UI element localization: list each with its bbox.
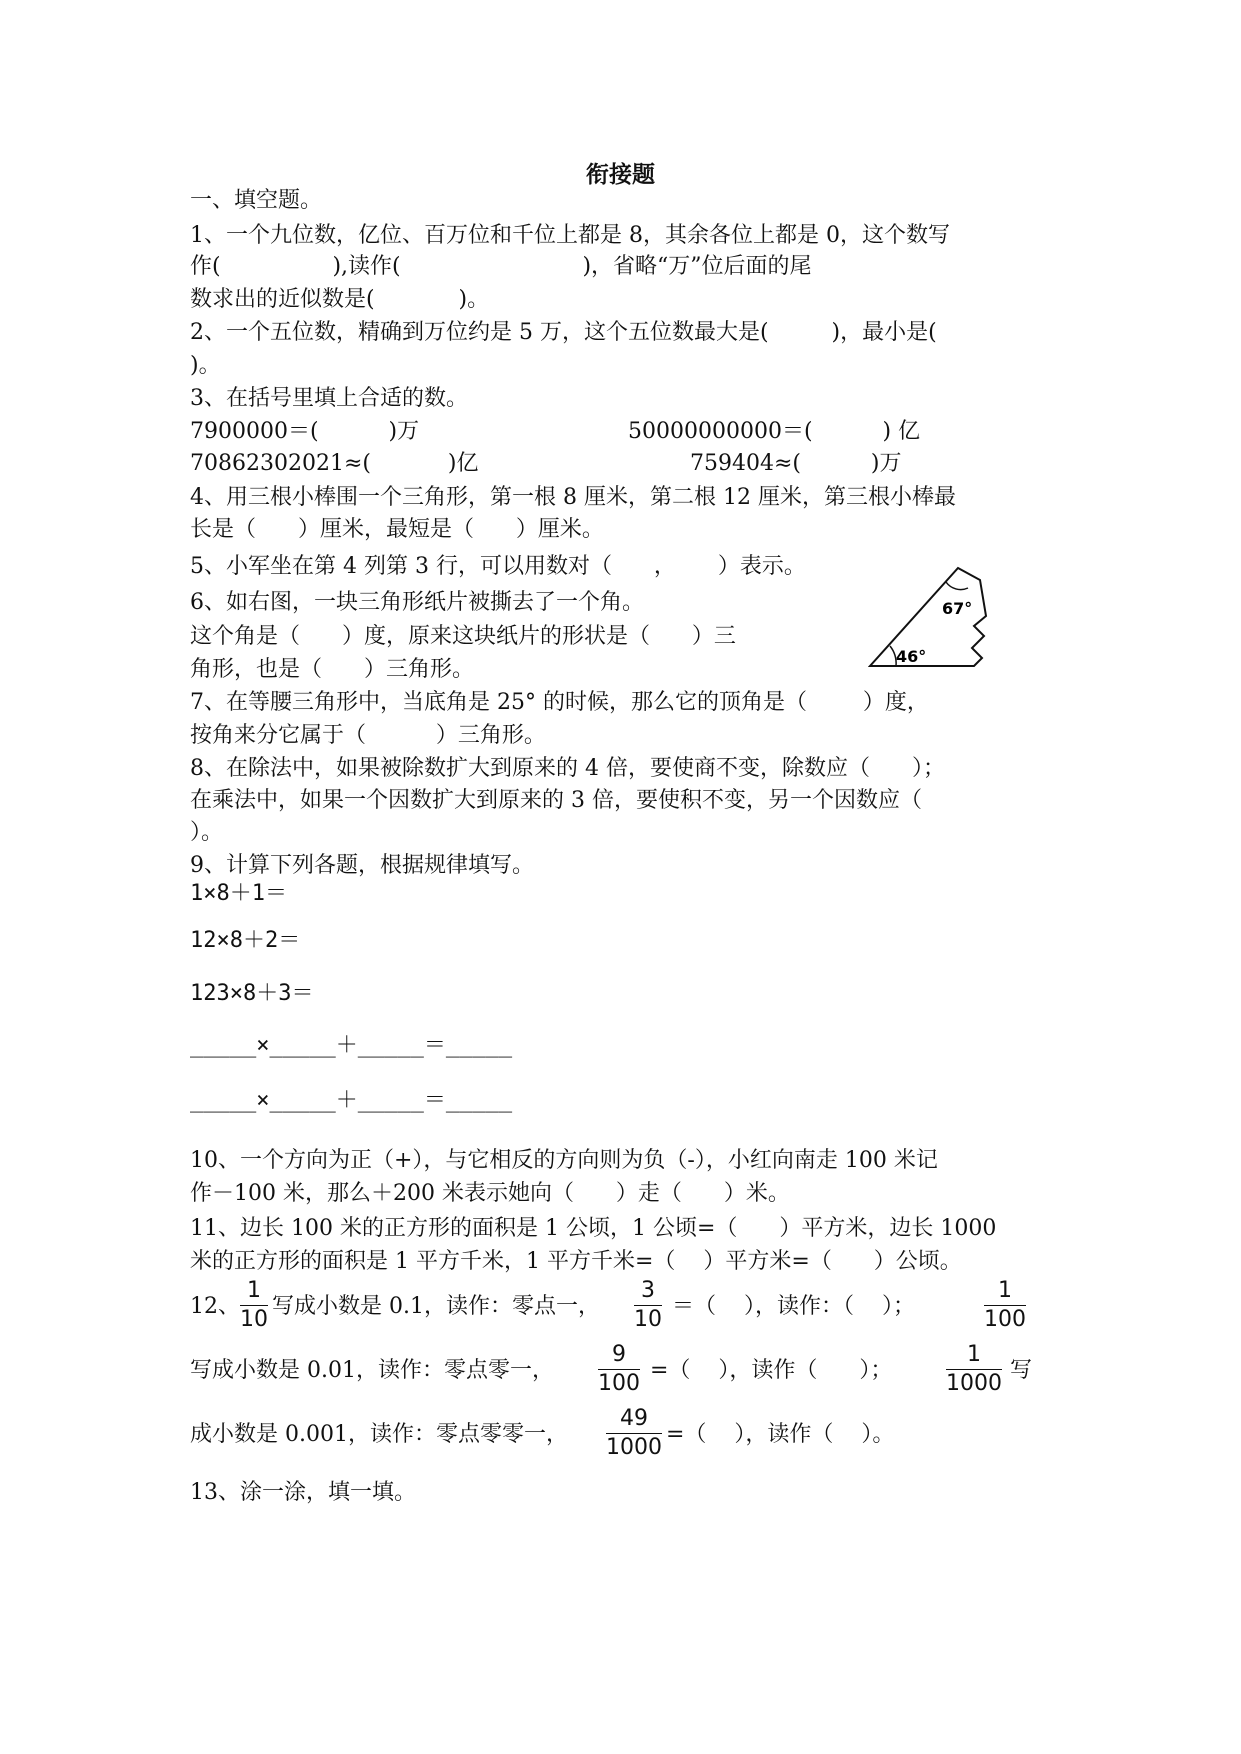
q12-prefix: 12、: [190, 1294, 240, 1319]
angle-label-left: 46°: [896, 647, 927, 666]
q9-expr2: 12×8＋2＝: [190, 928, 301, 953]
q9-blank-row2: _____×_____＋_____＝_____: [190, 1088, 513, 1113]
q13-line: 13、涂一涂，填一填。: [190, 1480, 416, 1505]
fraction-denominator: 10: [634, 1307, 662, 1332]
q12-text-e: =（ ），读作（ ）；: [650, 1358, 893, 1383]
q7-line1: 7、在等腰三角形中，当底角是 25° 的时候，那么它的顶角是（ ）度，: [190, 690, 929, 715]
q12-text-d: 写成小数是 0.01，读作：零点零一，: [190, 1358, 554, 1383]
q5-line: 5、小军坐在第 4 列第 3 行，可以用数对（ ， ）表示。: [190, 554, 806, 579]
q1-line3: 数求出的近似数是( )。: [190, 287, 490, 312]
q6-line3: 角形，也是（ ）三角形。: [190, 657, 474, 682]
q11-line1: 11、边长 100 米的正方形的面积是 1 公顷，1 公顷=（ ）平方米，边长 1000: [190, 1216, 997, 1241]
q3-item-d: 759404≈( )万: [690, 451, 902, 476]
fraction-numerator: 49: [606, 1408, 662, 1434]
angle-label-top: 67°: [942, 599, 973, 618]
torn-triangle-figure: [868, 566, 1018, 681]
fraction-3-10: [634, 1280, 662, 1331]
fraction-1-1000: [946, 1344, 1002, 1395]
fraction-numerator: 9: [598, 1344, 640, 1370]
q9-blank-row1: _____×_____＋_____＝_____: [190, 1033, 513, 1058]
q2-line1: 2、一个五位数，精确到万位约是 5 万，这个五位数最大是( )，最小是(: [190, 320, 937, 345]
q12-text-c: ＝（ ），读作：（ ）；: [672, 1294, 915, 1319]
section-heading: 一、填空题。: [190, 188, 323, 213]
fraction-1-10: [240, 1280, 268, 1331]
q1-line1: 1、一个九位数，亿位、百万位和千位上都是 8，其余各位上都是 0，这个数写: [190, 223, 950, 248]
q4-line1: 4、用三根小棒围一个三角形，第一根 8 厘米，第二根 12 厘米，第三根小棒最: [190, 485, 956, 510]
q8-line3: ）。: [190, 820, 224, 845]
q3-line1: 3、在括号里填上合适的数。: [190, 386, 468, 411]
fraction-numerator: 3: [634, 1280, 662, 1306]
q8-line2: 在乘法中，如果一个因数扩大到原来的 3 倍，要使积不变，另一个因数应（: [190, 788, 922, 813]
fraction-denominator: 10: [240, 1307, 268, 1332]
q9-expr1: 1×8＋1＝: [190, 881, 287, 906]
fraction-numerator: 1: [984, 1280, 1026, 1306]
q12-text-b: 写成小数是 0.1，读作：零点一，: [272, 1294, 600, 1319]
fraction-49-1000: [606, 1408, 662, 1459]
fraction-denominator: 100: [598, 1371, 640, 1396]
fraction-numerator: 1: [240, 1280, 268, 1306]
q6-line1: 6、如右图，一块三角形纸片被撕去了一个角。: [190, 590, 644, 615]
q6-line2: 这个角是（ ）度，原来这块纸片的形状是（ ）三: [190, 624, 736, 649]
fraction-denominator: 1000: [946, 1371, 1002, 1396]
q2-line2: )。: [190, 353, 221, 378]
q4-line2: 长是（ ）厘米，最短是（ ）厘米。: [190, 517, 604, 542]
q12-text-g: 成小数是 0.001，读作：零点零零一，: [190, 1422, 568, 1447]
fraction-9-100: [598, 1344, 640, 1395]
q9-line1: 9、计算下列各题，根据规律填写。: [190, 853, 534, 878]
q1-line2: 作( ),读作( )，省略“万”位后面的尾: [190, 254, 812, 279]
q3-item-c: 70862302021≈( )亿: [190, 451, 479, 476]
page-title: 衔接题: [586, 162, 655, 188]
fraction-numerator: 1: [946, 1344, 1002, 1370]
q10-line2: 作－100 米，那么＋200 米表示她向（ ）走（ ）米。: [190, 1181, 790, 1206]
q3-item-a: 7900000＝( )万: [190, 419, 420, 444]
q10-line1: 10、一个方向为正（+），与它相反的方向则为负（-），小红向南走 100 米记: [190, 1148, 938, 1173]
q9-expr3: 123×8＋3＝: [190, 981, 314, 1006]
q7-line2: 按角来分它属于（ ）三角形。: [190, 723, 546, 748]
fraction-1-100: [984, 1280, 1026, 1331]
q3-item-b: 50000000000＝( ) 亿: [628, 419, 921, 444]
angle-arc-top: [946, 582, 968, 590]
q12-text-f: 写: [1010, 1358, 1033, 1383]
q12-text-h: =（ ），读作（ ）。: [666, 1422, 895, 1447]
q8-line1: 8、在除法中，如果被除数扩大到原来的 4 倍，要使商不变，除数应（ ）；: [190, 756, 945, 781]
q11-line2: 米的正方形的面积是 1 平方千米，1 平方千米=（ ）平方米=（ ）公顷。: [190, 1249, 962, 1274]
fraction-denominator: 1000: [606, 1435, 662, 1460]
fraction-denominator: 100: [984, 1307, 1026, 1332]
